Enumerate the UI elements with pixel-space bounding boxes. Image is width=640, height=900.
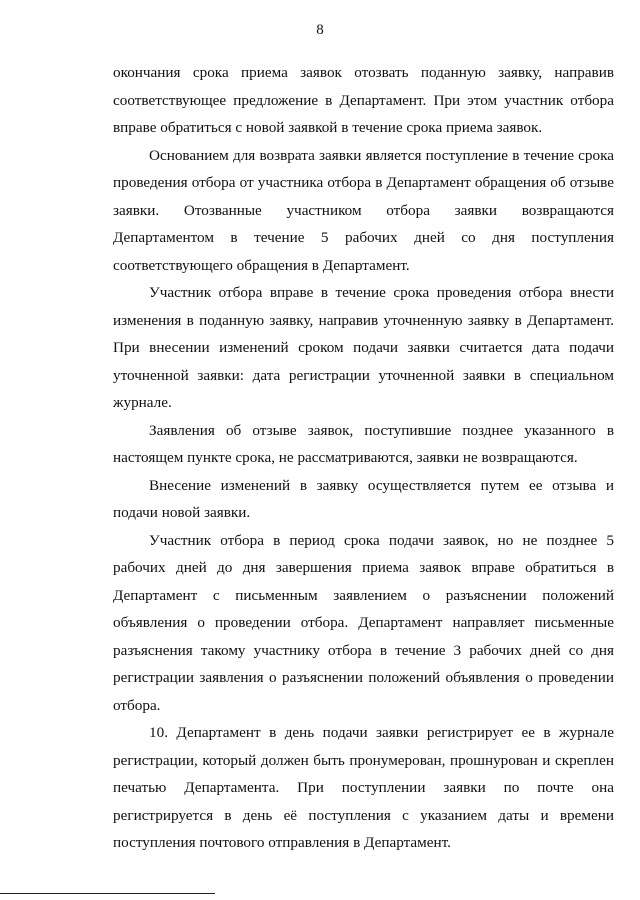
- paragraph-late-withdrawal: Заявления об отзыве заявок, поступившие позднее указанного в настоящем пункте срока, не рассматриваются, заявки не возвращаются.: [113, 421, 614, 466]
- paragraph-return-grounds: Основанием для возврата заявки является поступление в течение срока проведения отбора от участника отбора в Департамент обращения об отзыве заявки. Отозванные участником отбора заявки возвращаются Департаментом в течение 5 рабочих дней со дня поступления соответствующего обращения в Департамент.: [113, 146, 614, 274]
- footer-divider: [0, 893, 215, 894]
- paragraph-amendment-right: Участник отбора вправе в течение срока проведения отбора внести изменения в поданную заявку, направив уточненную заявку в Департамент. При внесении изменений сроком подачи заявки считается дата подачи уточненной заявки: дата регистрации уточненной заявки в специальном журнале.: [113, 284, 614, 411]
- paragraph-item-10-registration: 10. Департамент в день подачи заявки регистрирует ее в журнале регистрации, который должен быть пронумерован, прошнурован и скреплен печатью Департамента. При поступлении заявки по почте она регистрируется в день её поступления с указанием даты и времени поступления почтового отправления в Департамент.: [113, 724, 614, 851]
- paragraph-continuation: окончания срока приема заявок отозвать поданную заявку, направив соответствующее предложение в Департамент. При этом участник отбора вправе обратиться с новой заявкой в течение срока приема заявок.: [113, 64, 614, 136]
- paragraph-clarification-request: Участник отбора в период срока подачи заявок, но не позднее 5 рабочих дней до дня завершения приема заявок вправе обратиться в Департамент с письменным заявлением о разъяснении положений объявления о проведении отбора. Департамент направляет письменные разъяснения такому участнику отбора в течение 3 рабочих дней со дня регистрации заявления о разъяснении положений объявления о проведении отбора.: [113, 531, 614, 714]
- document-body: [113, 59, 614, 857]
- page-number: 8: [316, 22, 324, 38]
- paragraph-amendment-procedure: Внесение изменений в заявку осуществляется путем ее отзыва и подачи новой заявки.: [113, 476, 614, 521]
